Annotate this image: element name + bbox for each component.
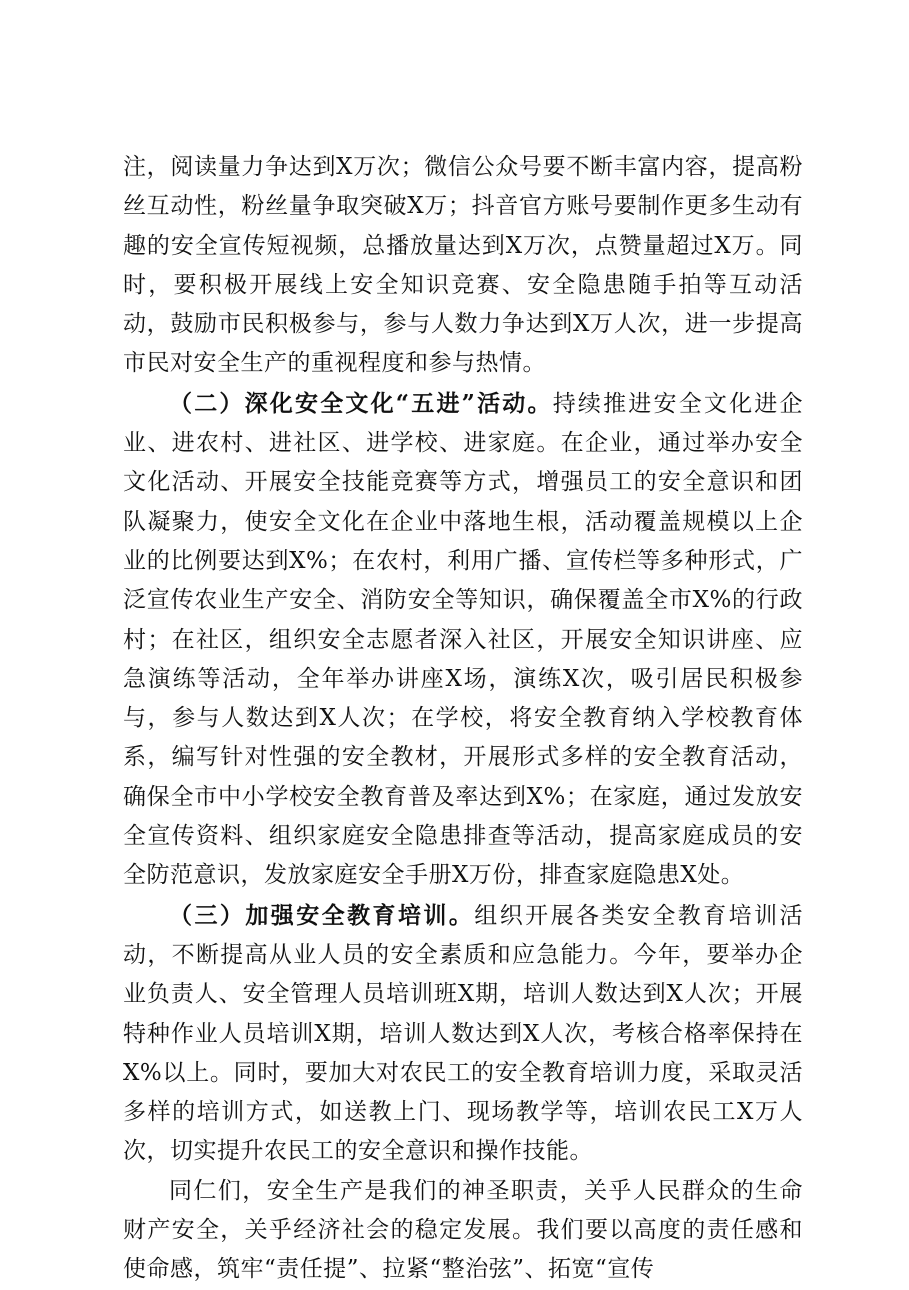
paragraph-4 <box>123 1172 803 1290</box>
paragraph-3 <box>123 896 803 1172</box>
body-text <box>123 148 803 1290</box>
paragraph-1 <box>123 148 803 384</box>
paragraph-2 <box>123 384 803 896</box>
paragraph-2-text: 持续推进安全文化进企业、进农村、进社区、进学校、进家庭。在企业，通过举办安全文化活动、开展安全技能竞赛等方式，增强员工的安全意识和团队凝聚力，使安全文化在企业中落地生根，活动覆盖规模以上企业的比例要达到X%；在农村，利用广播、宣传栏等多种形式，广泛宣传农业生产安全、消防安全等知识，确保覆盖全市X%的行政村；在社区，组织安全志愿者深入社区，开展安全知识讲座、应急演练等活动，全年举办讲座X场，演练X次，吸引居民积极参与，参与人数达到X人次；在学校，将安全教育纳入学校教育体系，编写针对性强的安全教材，开展形式多样的安全教育活动，确保全市中小学校安全教育普及率达到X%；在家庭，通过发放安全宣传资料、组织家庭安全隐患排查等活动，提高家庭成员的安全防范意识，发放家庭安全手册X万份，排查家庭隐患X处。 <box>123 390 803 889</box>
section-heading-3: （三）加强安全教育培训。 <box>169 901 475 929</box>
paragraph-4-text: 同仁们，安全生产是我们的神圣职责，关乎人民群众的生命财产安全，关乎经济社会的稳定发展。我们要以高度的责任感和使命感，筑牢“责任提”、拉紧“整治弦”、拓宽“宣传 <box>123 1177 803 1283</box>
paragraph-3-text: 组织开展各类安全教育培训活动，不断提高从业人员的安全素质和应急能力。今年，要举办企业负责人、安全管理人员培训班X期，培训人数达到X人次；开展特种作业人员培训X期，培训人数达到X人次，考核合格率保持在X%以上。同时，要加大对农民工的安全教育培训力度，采取灵活多样的培训方式，如送教上门、现场教学等，培训农民工X万人次，切实提升农民工的安全意识和操作技能。 <box>123 902 803 1165</box>
paragraph-1-text: 注，阅读量力争达到X万次；微信公众号要不断丰富内容，提高粉丝互动性，粉丝量争取突破X万；抖音官方账号要制作更多生动有趣的安全宣传短视频，总播放量达到X万次，点赞量超过X万。同时，要积极开展线上安全知识竞赛、安全隐患随手拍等互动活动，鼓励市民积极参与，参与人数力争达到X万人次，进一步提高市民对安全生产的重视程度和参与热情。 <box>123 154 803 377</box>
section-heading-2: （二）深化安全文化“五进”活动。 <box>169 389 553 417</box>
